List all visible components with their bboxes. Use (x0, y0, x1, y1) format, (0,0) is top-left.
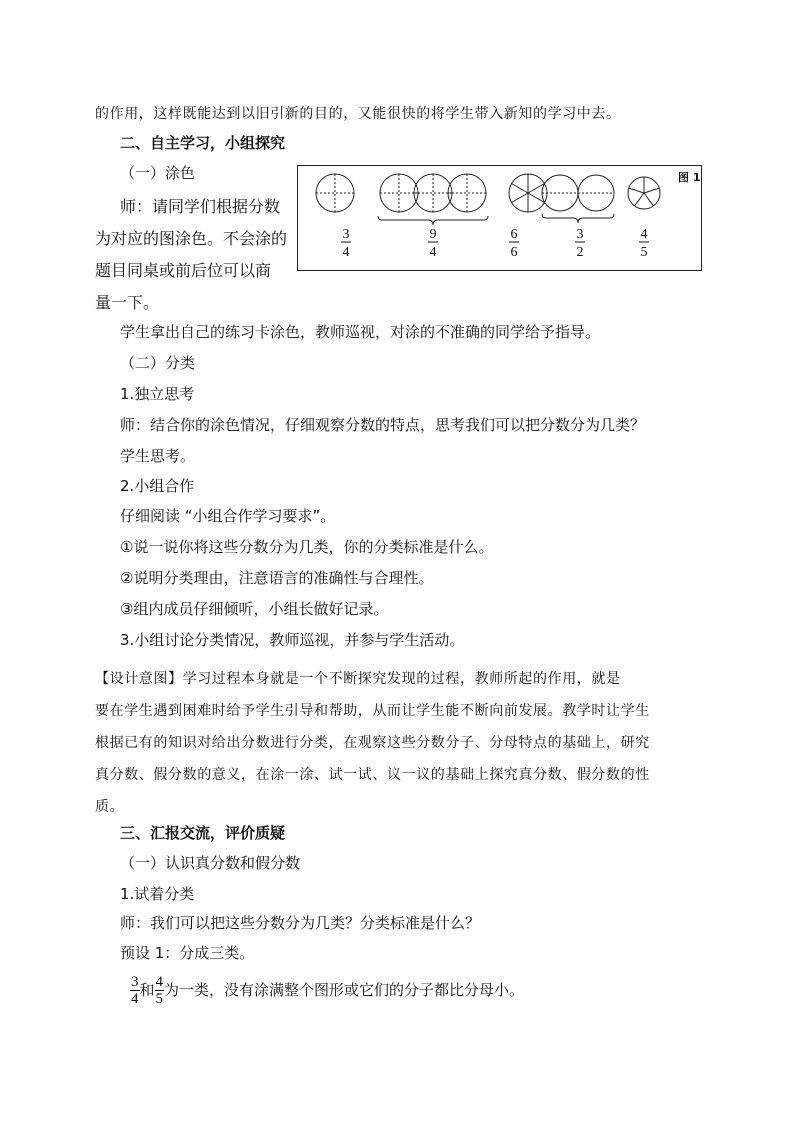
design-intent-line-3: 根据已有的知识对给出分数进行分类，在观察这些分数分子、分母特点的基础上，研究 (95, 735, 650, 751)
circle-quarters-3 (414, 174, 452, 212)
requirement-3: ③组内成员仔细倾听，小组长做好记录。 (120, 600, 389, 618)
brace-9-4 (378, 216, 488, 225)
figure-1-coloring-diagram (297, 165, 702, 271)
brace-3-2 (542, 214, 614, 223)
teacher-question: 师：结合你的涂色情况，仔细观察分数的特点，思考我们可以把分数分为几类？ (120, 416, 646, 434)
requirement-1: ①说一说你将这些分数分为几类，你的分类标准是什么。 (120, 538, 494, 556)
teacher-line-2: 为对应的图涂色。不会涂的 (95, 229, 288, 248)
fraction-four-fifths: $\frac{4}{5}$ (155, 974, 164, 1007)
fraction-1-denominator: 4 (342, 245, 350, 260)
classification-conclusion: 为一类，没有涂满整个图形或它们的分子都比分母小。 (164, 981, 525, 999)
section2-heading: 二、自主学习，小组探究 (120, 134, 286, 152)
fraction-4-numerator: 3 (576, 227, 584, 242)
section2-sub1: （一）涂色 (120, 164, 196, 182)
figure-1-svg (298, 166, 701, 270)
section2-sub2: （二）分类 (120, 354, 196, 372)
circle-quarters-1 (316, 174, 354, 212)
design-intent-line-2: 要在学生遇到困难时给予学生引导和帮助，从而让学生能不断向前发展。教学时让学生 (95, 703, 650, 719)
fraction-5-numerator: 4 (640, 227, 648, 242)
circle-quarters-2 (380, 174, 418, 212)
step-1: 1.独立思考 (120, 385, 195, 403)
intro-line: 的作用，这样既能达到以旧引新的目的，又能很快的将学生带入新知的学习中去。 (95, 106, 621, 122)
read-requirements: 仔细阅读 “小组合作学习要求”。 (120, 507, 336, 525)
circle-halves-2 (578, 175, 614, 211)
fraction-3-numerator: 6 (510, 227, 518, 242)
students-think: 学生思考。 (120, 447, 196, 465)
section3-sub1: （一）认识真分数和假分数 (120, 854, 301, 872)
section3-step-1: 1.试着分类 (120, 885, 195, 903)
teacher-line-4: 量一下。 (95, 293, 160, 312)
fraction-5-denominator: 5 (640, 245, 648, 260)
design-intent-line-5: 质。 (95, 799, 125, 815)
fraction-three-quarters: $\frac{3}{4}$ (131, 974, 139, 1007)
circle-halves-1 (542, 175, 578, 211)
step-2: 2.小组合作 (120, 477, 195, 495)
students-color-line: 学生拿出自己的练习卡涂色，教师巡视，对涂的不准确的同学给予指导。 (120, 323, 601, 341)
design-intent-line-1: 【设计意图】学习过程本身就是一个不断探究发现的过程，教师所起的作用，就是 (95, 671, 621, 687)
circle-fifths (628, 177, 660, 209)
and-word: 和 (139, 981, 155, 999)
fraction-1-numerator: 3 (342, 227, 350, 242)
fraction-3-denominator: 6 (510, 245, 518, 260)
fraction-2-numerator: 9 (429, 227, 437, 242)
preset-1: 预设 1：分成三类。 (120, 944, 255, 962)
fraction-4-denominator: 2 (576, 245, 584, 260)
teacher-line-3: 题目同桌或前后位可以商 (95, 261, 272, 280)
figure-label: 图 1 (678, 171, 701, 184)
classification-line (130, 970, 524, 1010)
step-3: 3.小组讨论分类情况，教师巡视，并参与学生活动。 (120, 631, 465, 649)
section3-teacher-question: 师：我们可以把这些分数分为几类？分类标准是什么？ (120, 914, 481, 932)
design-intent-line-4: 真分数、假分数的意义，在涂一涂、试一试、议一议的基础上探究真分数、假分数的性 (95, 767, 650, 783)
requirement-2: ②说明分类理由，注意语言的准确性与合理性。 (120, 569, 434, 587)
circle-quarters-4 (448, 174, 486, 212)
teacher-line-1: 师：请同学们根据分数 (120, 197, 281, 216)
circle-sixths (509, 174, 547, 212)
section3-heading: 三、汇报交流，评价质疑 (120, 824, 286, 842)
fraction-2-denominator: 4 (429, 245, 437, 260)
